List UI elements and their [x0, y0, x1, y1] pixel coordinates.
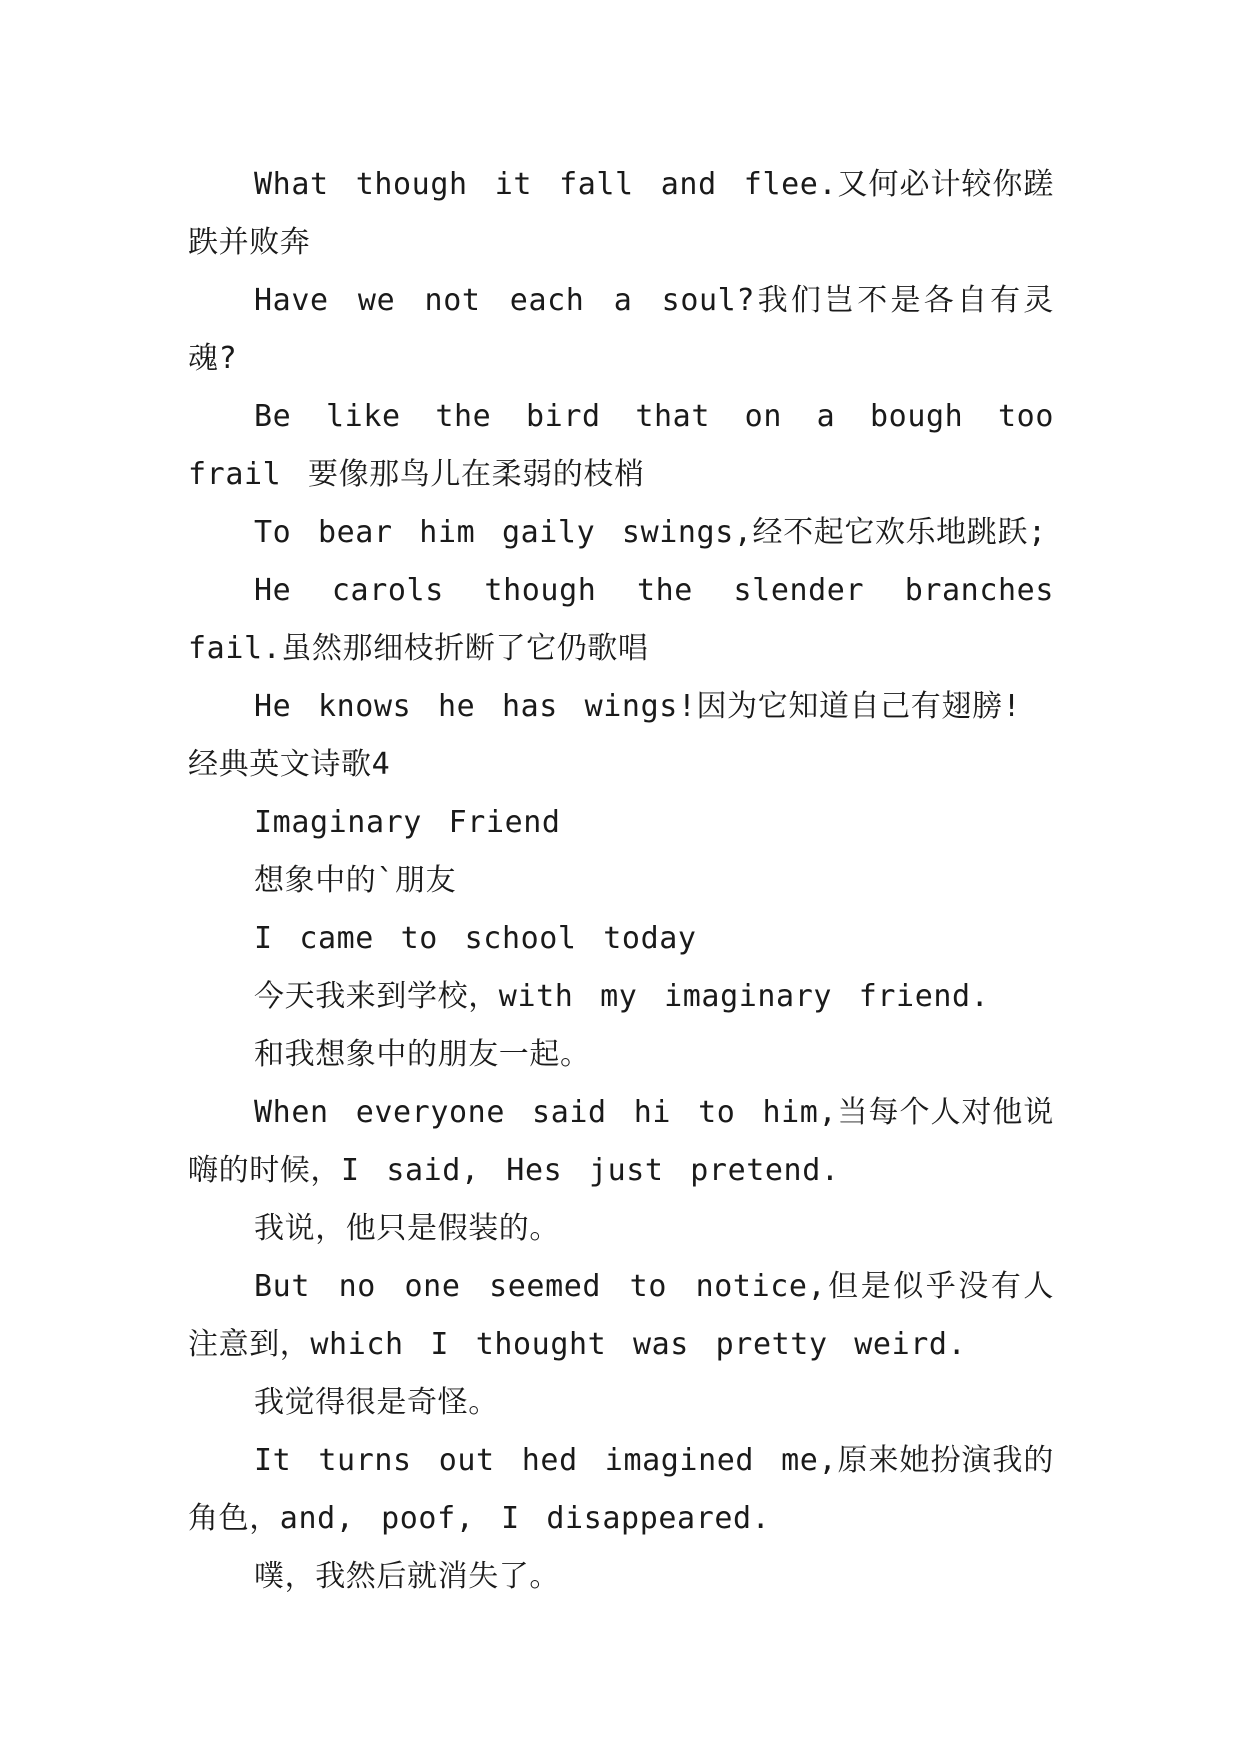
- poem-line: 噗，我然后就消失了。: [254, 1559, 560, 1594]
- poem-line: I came to school today: [254, 921, 697, 956]
- poem-line: But no one seemed to notice,但是似乎没有人注意到，which I thought was pretty weird.: [188, 1269, 1054, 1362]
- poem-title-translation: 想象中的`朋友: [254, 863, 457, 898]
- poem-line: Be like the bird that on a bough too frail 要像那鸟儿在柔弱的枝梢: [188, 399, 1054, 492]
- section-heading: 经典英文诗歌4: [188, 747, 391, 782]
- poem-line: 今天我来到学校，with my imaginary friend.: [254, 979, 990, 1014]
- poem-line: He carols though the slender branches fail.虽然那细枝折断了它仍歌唱: [188, 573, 1054, 666]
- poem-title: Imaginary Friend: [254, 805, 561, 840]
- poem-line: What though it fall and flee.又何必计较你蹉跌并败奔: [188, 167, 1054, 260]
- poem-line: 我觉得很是奇怪。: [254, 1385, 499, 1420]
- poem-line: Have we not each a soul?我们岂不是各自有灵魂?: [188, 283, 1054, 376]
- poem-line: When everyone said hi to him,当每个人对他说嗨的时候，I said, Hes just pretend.: [188, 1095, 1054, 1188]
- poem-line: 我说，他只是假装的。: [254, 1211, 560, 1246]
- document-body: [188, 156, 1054, 1606]
- poem-line: 和我想象中的朋友一起。: [254, 1037, 591, 1072]
- poem-line: To bear him gaily swings,经不起它欢乐地跳跃;: [254, 515, 1047, 550]
- poem-line: It turns out hed imagined me,原来她扮演我的角色，and, poof, I disappeared.: [188, 1443, 1054, 1536]
- poem-line: He knows he has wings!因为它知道自己有翅膀!: [254, 689, 1022, 724]
